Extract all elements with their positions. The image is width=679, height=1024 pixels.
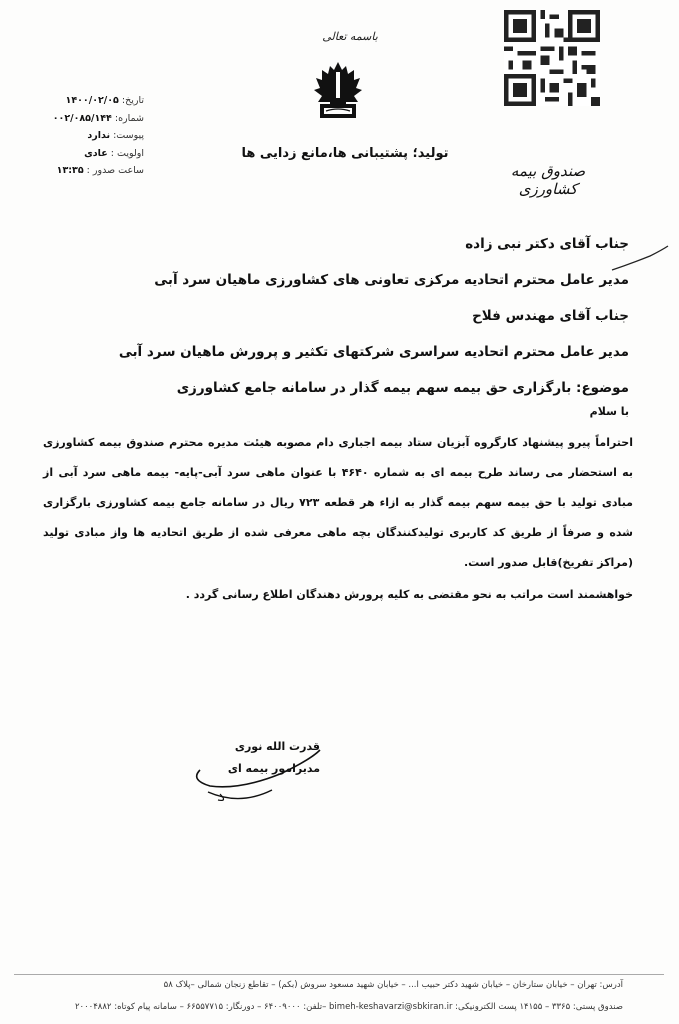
addressee-block: [39, 226, 629, 406]
addressee-line-3: جناب آقای مهندس فلاح: [472, 308, 629, 324]
meta-priority: [24, 145, 144, 163]
footer-divider: [14, 974, 664, 975]
time-label: ساعت صدور :: [86, 165, 144, 176]
subject-line: موضوع: بارگزاری حق بیمه سهم بیمه گذار در سامانه جامع کشاورزی: [176, 380, 629, 396]
wheat-emblem-icon: [306, 58, 370, 128]
time-value: ۱۳:۳۵: [56, 165, 84, 176]
date-label: تاریخ:: [121, 95, 144, 106]
attachment-value: ندارد: [87, 130, 111, 141]
date-value: ۱۴۰۰/۰۲/۰۵: [65, 95, 119, 106]
footer-address: آدرس: تهران – خیابان ستارخان – خیابان شهید دکتر حبیب ا... – خیابان شهید مسعود سروش (بکم) – تقاطع زنجان شمالی –پلاک ۵۸: [163, 980, 623, 990]
priority-label: اولویت :: [110, 147, 144, 159]
footer-contact: صندوق پستی: ۳۳۶۵ – ۱۴۱۵۵ پست الکترونیکی: bimeh-keshavarzi@sbkiran.ir –تلفن: ۶۴۰۰۹۰۰۰ – دورنگار: ۶۶۵۵۷۷۱۵ – سامانه پیام کوتاه: ۲۰۰۰۴۸۸۲: [74, 1002, 623, 1012]
besmellah: باسمه تعالی: [322, 30, 378, 43]
meta-date: [24, 92, 144, 110]
addressee-line-2: مدیر عامل محترم اتحادیه مرکزی تعاونی های کشاورزی ماهیان سرد آبی: [154, 272, 629, 288]
meta-number: [24, 110, 144, 128]
number-label: شماره:: [114, 112, 144, 124]
priority-value: عادی: [84, 147, 108, 159]
addressee-line-1: جناب آقای دکتر نبی زاده: [465, 236, 629, 252]
attachment-label: پیوست:: [113, 130, 144, 141]
letter-meta: [24, 92, 144, 180]
meta-attachment: [24, 127, 144, 145]
signer-title: مدیرامور بیمه ای: [227, 762, 320, 775]
letter-closing: خواهشمند است مراتب به نحو مقتضی به کلیه پرورش دهندگان اطلاع رسانی گردد .: [185, 588, 633, 601]
addressee-line-4: مدیر عامل محترم اتحادیه سراسری شرکتهای تکثیر و پرورش ماهیان سرد آبی: [118, 344, 629, 360]
number-value: ۰۰۲/۰۸۵/۱۴۴: [52, 112, 112, 124]
letter-body: احتراماً پیرو پیشنهاد کارگروه آبزیان ستاد بیمه اجباری دام مصوبه هیئت مدیره محترم صندوق بیمه کشاورزی به استحضار می رساند طرح بیمه ای به شماره ۴۶۴۰ با عنوان ماهی سرد آبی-پایه- بیمه ماهی سرد آبی از مبادی تولید با حق بیمه سهم بیمه گذار به ازاء هر قطعه ۷۲۳ ریال در سامانه جامع بیمه کشاورزی بارگزاری شده و صرفاً از طریق کد کاربری تولیدکنندگان بچه ماهی معرفی شده از طریق اتحادیه ها واز مبادی تولید (مراکز تفریخ)قابل صدور است.: [43, 436, 633, 569]
greeting: با سلام: [589, 405, 629, 418]
meta-time: [24, 162, 144, 180]
signer-name: قدرت الله نوری: [234, 740, 320, 753]
qr-code-icon: [504, 10, 600, 106]
org-logo: صندوق بیمه کشاورزی: [510, 162, 586, 198]
signer-block: [200, 736, 320, 780]
slogan: تولید؛ پشتیبانی ها،مانع زدایی ها: [241, 146, 449, 161]
